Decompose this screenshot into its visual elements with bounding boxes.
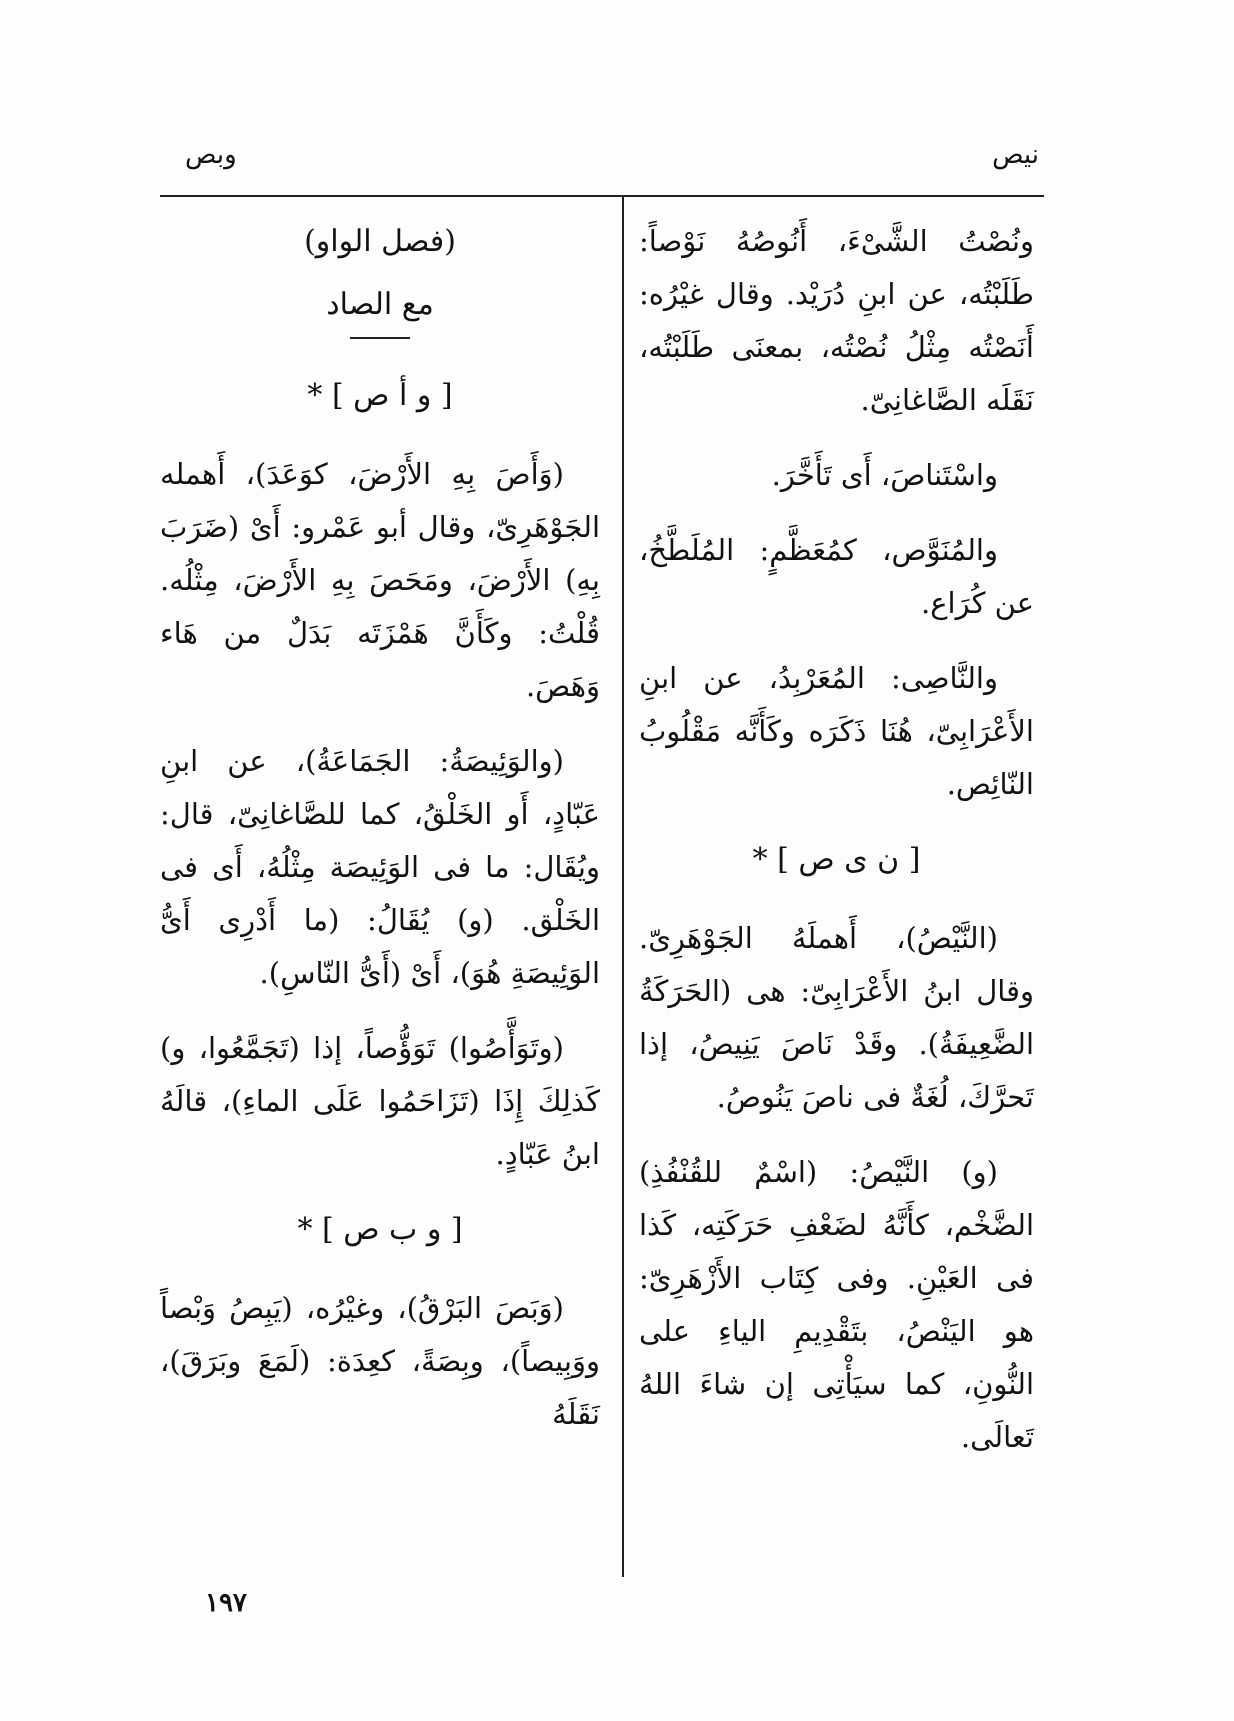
- paragraph: والنَّاصِى: المُعَرْبِدُ، عن ابنِ الأَعْرَابِىّ، هُنَا ذَكَرَه وكَأَنَّه مَقْلُوبُ النّائِص.: [639, 661, 1034, 801]
- right-column: [639, 215, 1034, 1486]
- paragraph: (وَأَصَ بِهِ الأَرْضَ، كوَعَدَ)، أَهمله الجَوْهَرِىّ، وقال أبو عَمْرو: أَىْ (ضَرَبَ بِهِ) الأَرْضَ، ومَحَصَ بِهِ الأَرْضَ، مِثْلُه. قُلْتُ: وكَأَنَّ هَمْزَتَه بَدَلٌ من هَاء وَهَصَ.: [160, 457, 600, 703]
- running-head-right: نيص: [992, 140, 1039, 170]
- entry-heading: [ و ب ص ] *: [297, 1212, 463, 1247]
- section-dash: [350, 337, 410, 339]
- paragraph: (النَّيْصُ)، أَهملَهُ الجَوْهَرِىّ. وقال ابنُ الأَعْرَابِىّ: هى (الحَرَكَةُ الضَّعِيفَةُ). وقَدْ نَاصَ يَنِيصُ، إذا تَحرَّكَ، لُغَةٌ فى ناصَ يَنُوصُ.: [639, 921, 1034, 1114]
- paragraph: (وَبَصَ البَرْقُ)، وغيْرُه، (يَبِصُ وَبْصاً ووَبِيصاً)، وبِصَةً، كعِدَة: (لَمَعَ وبَرَقَ)، نَقَلَهُ: [160, 1291, 600, 1431]
- entry-heading: [ و أ ص ] *: [307, 378, 453, 413]
- paragraph: ونُصْتُ الشَّىْءَ، أَنُوصُهُ نَوْصاً: طَلَبْتُه، عن ابنِ دُرَيْد. وقال غيْرُه: أَنَصْتُه مِثْلُ نُصْتُه، بمعنَى طَلَبْتُه، نَقَلَه الصَّاغانِىّ.: [639, 224, 1034, 417]
- paragraph: (وتَوَأَّصُوا) تَوَؤُّصاً، إذا (تَجَمَّعُوا، و) كَذلِكَ إِذَا (تَزَاحَمُوا عَلَى الماءِ)، قالَهُ ابنُ عَبّادٍ.: [160, 1031, 600, 1171]
- paragraph: (و) النَّيْصُ: (اسْمٌ للقُنْفُذِ) الضَّخْم، كأَنَّهُ لضَعْفِ حَرَكَتِه، كَذا فى العَيْنِ. وفى كِتَاب الأَزْهَرِىّ: هو اليَنْصُ، بتَقْدِيمِ الياءِ على النُّونِ، كما سيَأْتِى إن شاءَ اللهُ تَعالَى.: [639, 1155, 1034, 1454]
- section-subtitle: مع الصاد: [326, 287, 434, 322]
- page-number: ١٩٧: [205, 1588, 247, 1618]
- paragraph: والمُنَوَّص، كمُعَظَّمٍ: المُلَطَّخُ، عن كُرَاع.: [639, 533, 1034, 620]
- left-column: [160, 215, 600, 1463]
- section-title: (فصل الواو): [304, 224, 456, 259]
- paragraph: واسْتَناصَ، أَى تَأَخَّرَ.: [771, 458, 998, 492]
- entry-heading: [ ن ى ص ] *: [752, 842, 921, 877]
- paragraph: (والوَئِيصَةُ: الجَمَاعَةُ)، عن ابنِ عَبّادٍ، أَو الخَلْقُ، كما للصَّاغانِىّ، قال: ويُقَال: ما فى الوَئِيصَة مِثْلُهُ، أَى فى الخَلْق. (و) يُقَالُ: (ما أَدْرِى أَىُّ الوَئِيصَةِ هُوَ)، أَىْ (أَىُّ النّاسِ).: [160, 744, 600, 990]
- column-divider: [622, 197, 624, 1577]
- header-rule: [160, 195, 1044, 197]
- running-head-left: وبص: [185, 140, 237, 170]
